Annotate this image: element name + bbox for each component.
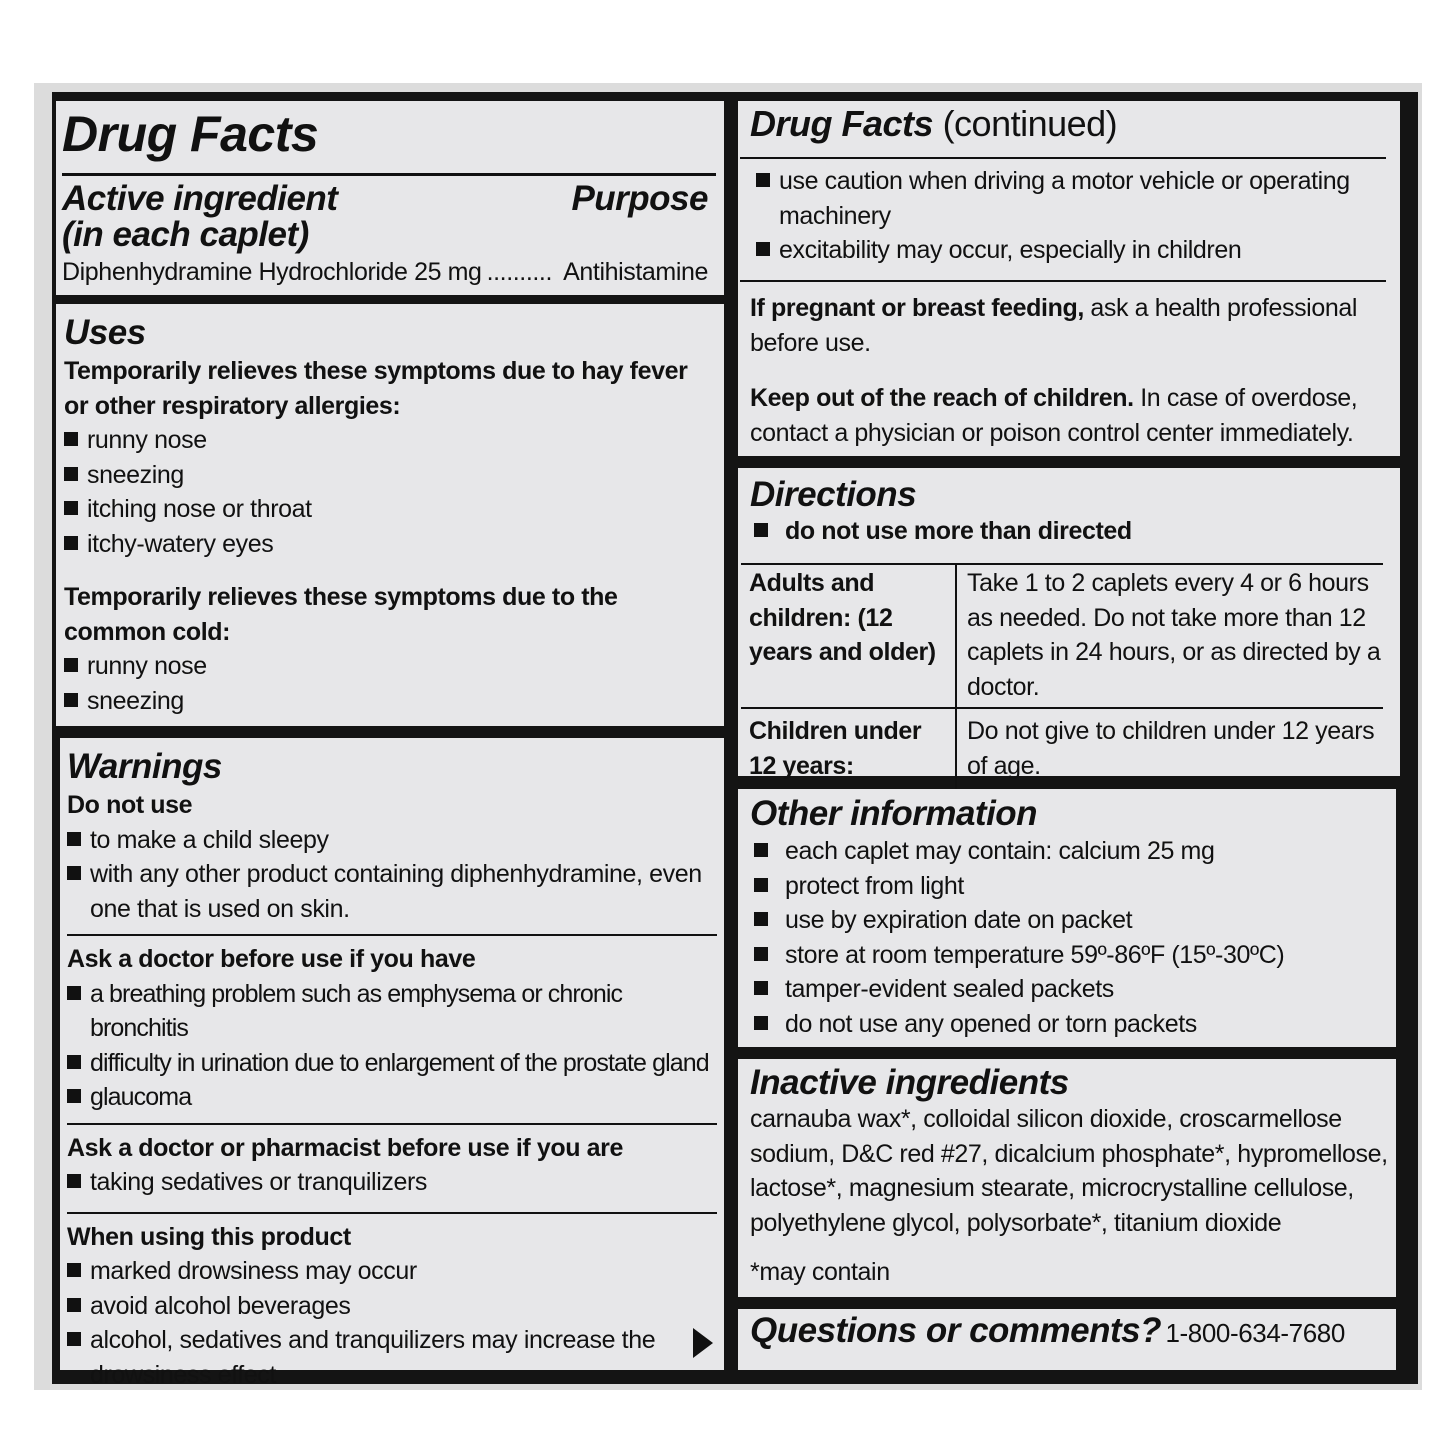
uses-body <box>64 354 704 718</box>
list-item: alcohol, sedatives and tranquilizers may increase the drowsiness effect <box>67 1323 667 1392</box>
ingredient-purpose: Antihistamine <box>563 258 708 286</box>
continued-title-main: Drug Facts <box>750 103 934 144</box>
bullet-square-icon <box>754 912 768 926</box>
table-row <box>741 708 1383 792</box>
dosage-table <box>741 563 1383 793</box>
bullet-square-icon <box>67 832 81 846</box>
keep-out-warning: Keep out of the reach of children. In case of overdose, contact a physician or poison control center immediately. <box>750 384 1358 447</box>
panel-warnings <box>60 738 724 1389</box>
other-information-list <box>754 834 1384 1041</box>
bullet-square-icon <box>67 1089 81 1103</box>
list-item: store at room temperature 59º-86ºF (15º-30ºC) <box>754 938 1384 973</box>
bullet-square-icon <box>754 878 768 892</box>
list-item: glaucoma <box>67 1080 717 1115</box>
bullet-square-icon <box>64 536 78 550</box>
bullet-square-icon <box>67 1055 81 1069</box>
uses-list-cold <box>64 649 704 718</box>
active-ingredient-heading: Active ingredient (in each caplet) <box>62 179 338 254</box>
ingredient-name: Diphenhydramine Hydrochloride 25 mg <box>62 258 482 286</box>
list-item: runny nose <box>64 423 704 458</box>
title-rule <box>740 157 1386 159</box>
continue-arrow-icon <box>693 1328 713 1358</box>
warnings-body <box>67 788 717 1392</box>
panel-questions <box>738 1309 1396 1370</box>
list-item: do not use any opened or torn packets <box>754 1007 1384 1042</box>
dosage-who: Adults and children: (12 years and older) <box>741 564 956 708</box>
inactive-ingredients-note: *may contain <box>750 1258 890 1286</box>
ask-doctor-heading: Ask a doctor before use if you have <box>67 945 476 973</box>
questions-label: Questions or comments? <box>750 1311 1162 1350</box>
purpose-heading: Purpose <box>571 179 708 218</box>
list-item: difficulty in urination due to enlargement of the prostate gland <box>67 1046 717 1081</box>
bullet-square-icon <box>754 843 768 857</box>
warnings-heading: Warnings <box>67 747 222 786</box>
list-item: use caution when driving a motor vehicle or operating machinery <box>756 164 1366 233</box>
panel-active-ingredient <box>56 101 724 295</box>
bullet-square-icon <box>67 1174 81 1188</box>
panel-other-information <box>738 789 1396 1047</box>
ask-pharmacist-heading: Ask a doctor or pharmacist before use if you are <box>67 1133 623 1162</box>
inactive-ingredients-text: carnauba wax*, colloidal silicon dioxide, croscarmellose sodium, D&C red #27, dicalcium phosphate*, hypromellose, lactose*, magnesium stearate, microcrystalline cellulose, polyethylene glycol, polysorbate*, titanium dioxide <box>750 1105 1388 1237</box>
list-item: a breathing problem such as emphysema or chronic bronchitis <box>67 977 717 1046</box>
list-item: with any other product containing diphenhydramine, even one that is used on skin. <box>67 857 717 926</box>
bullet-square-icon <box>756 173 770 187</box>
uses-heading: Uses <box>64 313 146 352</box>
bullet-square-icon <box>64 432 78 446</box>
section-rule <box>67 934 717 936</box>
uses-intro-cold: Temporarily relieves these symptoms due to the common cold: <box>64 583 618 646</box>
pregnant-warning: If pregnant or breast feeding, ask a health professional before use. <box>750 294 1357 357</box>
table-row <box>741 564 1383 708</box>
active-ingredient-row <box>62 255 708 290</box>
title-rule <box>62 173 716 176</box>
bullet-square-icon <box>67 866 81 880</box>
continued-title-suffix: (continued) <box>942 103 1118 144</box>
section-rule <box>67 1123 717 1125</box>
dosage-dose: Do not give to children under 12 years of age. <box>967 717 1375 780</box>
questions-line <box>750 1310 1345 1359</box>
directions-heading: Directions <box>750 475 917 514</box>
bullet-square-icon <box>67 1263 81 1277</box>
ask-doctor-list <box>67 977 717 1115</box>
uses-list-allergies <box>64 423 704 561</box>
list-item: sneezing <box>64 684 704 719</box>
list-item: avoid alcohol beverages <box>67 1289 717 1324</box>
inactive-ingredients-heading: Inactive ingredients <box>750 1063 1069 1102</box>
directions-item: do not use more than directed <box>754 514 1132 549</box>
list-item: marked drowsiness may occur <box>67 1254 717 1289</box>
bullet-square-icon <box>756 242 770 256</box>
drug-facts-title: Drug Facts <box>62 106 319 162</box>
continued-body <box>756 164 1366 268</box>
bullet-square-icon <box>754 523 768 537</box>
list-item: to make a child sleepy <box>67 823 717 858</box>
bullet-square-icon <box>754 1016 768 1030</box>
bullet-square-icon <box>64 501 78 515</box>
questions-phone: 1-800-634-7680 <box>1165 1318 1345 1348</box>
bullet-square-icon <box>64 467 78 481</box>
list-item: use by expiration date on packet <box>754 903 1384 938</box>
other-information-heading: Other information <box>750 794 1038 833</box>
bullet-square-icon <box>67 986 81 1000</box>
bullet-square-icon <box>67 1332 81 1346</box>
panel-inactive-ingredients <box>738 1059 1396 1297</box>
when-using-heading: When using this product <box>67 1222 351 1251</box>
uses-intro-allergies: Temporarily relieves these symptoms due to hay fever or other respiratory allergies: <box>64 357 688 420</box>
section-rule <box>740 280 1386 282</box>
list-item: itching nose or throat <box>64 492 704 527</box>
panel-continued <box>738 101 1400 456</box>
list-item: protect from light <box>754 869 1384 904</box>
panel-uses <box>56 304 724 726</box>
bullet-square-icon <box>67 1298 81 1312</box>
bullet-square-icon <box>754 981 768 995</box>
section-rule <box>67 1212 717 1214</box>
continued-title <box>750 101 1117 147</box>
bullet-square-icon <box>64 693 78 707</box>
list-item: sneezing <box>64 458 704 493</box>
bullet-square-icon <box>64 658 78 672</box>
panel-directions <box>738 468 1400 780</box>
bullet-square-icon <box>754 947 768 961</box>
ingredient-leader: .......... <box>486 258 553 286</box>
list-item: runny nose <box>64 649 704 684</box>
list-item: itchy-watery eyes <box>64 527 704 562</box>
list-item: tamper-evident sealed packets <box>754 972 1384 1007</box>
dosage-dose: Take 1 to 2 caplets every 4 or 6 hours as needed. Do not take more than 12 caplets in 24 hours, or as directed by a doctor. <box>956 564 1383 708</box>
do-not-use-heading: Do not use <box>67 791 193 819</box>
list-item: each caplet may contain: calcium 25 mg <box>754 834 1384 869</box>
list-item: excitability may occur, especially in children <box>756 233 1366 268</box>
dosage-who: Children under 12 years: <box>741 708 956 792</box>
list-item: taking sedatives or tranquilizers <box>67 1165 717 1200</box>
